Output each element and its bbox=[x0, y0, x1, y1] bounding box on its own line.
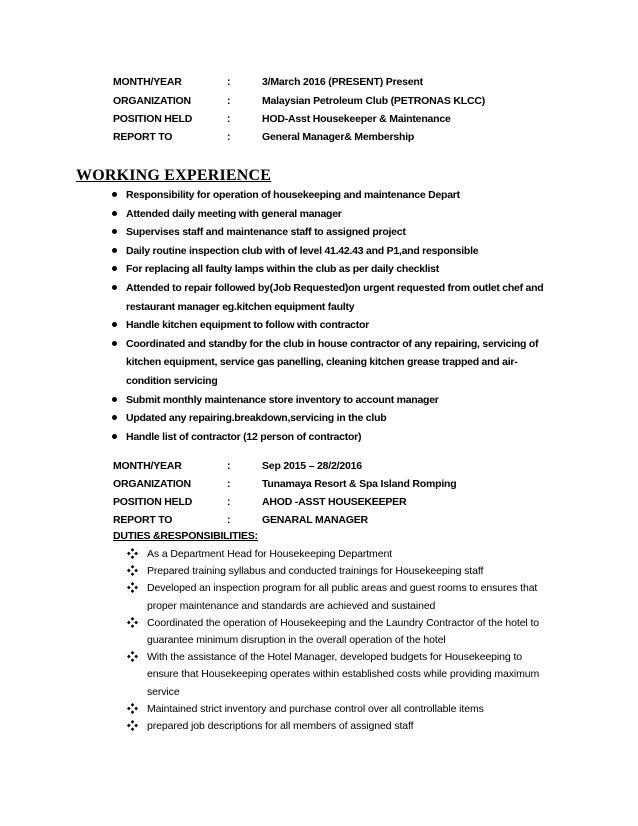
list-item-text: Maintained strict inventory and purchase control over all controllable items bbox=[147, 702, 484, 715]
list-item bbox=[127, 701, 552, 718]
s2-colon: : bbox=[227, 514, 231, 526]
list-item bbox=[127, 718, 552, 735]
list-item bbox=[112, 279, 552, 316]
bullet-icon bbox=[112, 322, 117, 327]
bullet-icon bbox=[112, 285, 117, 290]
s1-colon: : bbox=[227, 95, 231, 107]
list-item bbox=[127, 563, 552, 580]
s2-value: Sep 2015 – 28/2/2016 bbox=[262, 460, 362, 472]
list-item-text: Daily routine inspection club with of level 41.42.43 and P1,and responsible bbox=[126, 244, 479, 257]
diamond-bullet-icon bbox=[127, 548, 138, 559]
diamond-bullet-icon bbox=[127, 565, 138, 576]
s1-key: MONTH/YEAR bbox=[113, 76, 182, 88]
s2-key: REPORT TO bbox=[113, 514, 173, 526]
s2-key: POSITION HELD bbox=[113, 496, 193, 508]
list-item bbox=[112, 428, 552, 447]
s1-value: Malaysian Petroleum Club (PETRONAS KLCC) bbox=[262, 95, 486, 107]
s2-value: AHOD -ASST HOUSEKEEPER bbox=[262, 496, 407, 508]
s2-colon: : bbox=[227, 460, 231, 472]
s1-key: ORGANIZATION bbox=[113, 95, 191, 107]
list-item-text: For replacing all faulty lamps within the club as per daily checklist bbox=[126, 263, 440, 276]
diamond-bullet-icon bbox=[127, 703, 138, 714]
experience-bullet-list bbox=[112, 186, 552, 446]
list-item-text: Supervises staff and maintenance staff to assigned project bbox=[126, 226, 406, 239]
list-item-text: prepared job descriptions for all members of assigned staff bbox=[147, 720, 414, 733]
list-item-text: Coordinated the operation of Housekeeping and the Laundry Contractor of the hotel to guarantee minimum disruption in the overall operation of the hotel bbox=[147, 616, 540, 647]
list-item-text: Handle kitchen equipment to follow with contractor bbox=[126, 319, 370, 332]
list-item bbox=[112, 409, 552, 428]
bullet-icon bbox=[112, 397, 117, 402]
diamond-bullet-icon bbox=[127, 582, 138, 593]
bullet-icon bbox=[112, 211, 117, 216]
duties-list bbox=[127, 546, 552, 735]
s1-value: General Manager& Membership bbox=[262, 131, 415, 143]
s2-value: GENARAL MANAGER bbox=[262, 514, 368, 526]
duties-title: DUTIES &RESPONSIBILITIES: bbox=[113, 530, 258, 542]
bullet-icon bbox=[112, 341, 117, 346]
list-item bbox=[112, 316, 552, 335]
s1-value: HOD-Asst Housekeeper & Maintenance bbox=[262, 113, 451, 125]
s1-colon: : bbox=[227, 76, 231, 88]
diamond-bullet-icon bbox=[127, 720, 138, 731]
bullet-icon bbox=[112, 192, 117, 197]
list-item-text: Developed an inspection program for all public areas and guest rooms to ensures that proper maintenance and standards are achieved and sustained bbox=[147, 582, 538, 612]
s2-value: Tunamaya Resort & Spa Island Romping bbox=[262, 478, 457, 490]
s2-colon: : bbox=[227, 496, 231, 508]
list-item-text: Submit monthly maintenance store inventory to account manager bbox=[126, 393, 439, 406]
list-item bbox=[112, 391, 552, 410]
list-item-text: Handle list of contractor (12 person of contractor) bbox=[126, 430, 362, 443]
list-item bbox=[127, 649, 552, 701]
s2-key: ORGANIZATION bbox=[113, 478, 191, 490]
s1-colon: : bbox=[227, 131, 231, 143]
diamond-bullet-icon bbox=[127, 651, 138, 662]
list-item-text: Attended to repair followed by(Job Requested)on urgent requested from outlet chef and restaurant manager eg.kitchen equipment faulty bbox=[126, 281, 544, 313]
list-item-text: Prepared training syllabus and conducted trainings for Housekeeping staff bbox=[147, 565, 484, 578]
list-item bbox=[112, 242, 552, 261]
s1-key: REPORT TO bbox=[113, 131, 173, 143]
list-item-text: Updated any repairing.breakdown,servicing in the club bbox=[126, 412, 387, 425]
bullet-icon bbox=[112, 434, 117, 439]
list-item bbox=[112, 223, 552, 242]
list-item bbox=[112, 205, 552, 224]
list-item-text: With the assistance of the Hotel Manager, developed budgets for Housekeeping to ensure that Housekeeping operates within established costs while providing maximum service bbox=[147, 651, 540, 698]
list-item bbox=[112, 260, 552, 279]
bullet-icon bbox=[112, 266, 117, 271]
section-heading: WORKING EXPERIENCE bbox=[76, 167, 272, 184]
list-item bbox=[112, 335, 552, 391]
s1-value: 3/March 2016 (PRESENT) Present bbox=[262, 76, 423, 88]
list-item-text: Responsibility for operation of housekeeping and maintenance Depart bbox=[126, 189, 460, 201]
bullet-icon bbox=[112, 248, 117, 253]
s2-colon: : bbox=[227, 478, 231, 490]
s1-key: POSITION HELD bbox=[113, 113, 193, 125]
s2-key: MONTH/YEAR bbox=[113, 460, 182, 472]
bullet-icon bbox=[112, 415, 117, 420]
bullet-icon bbox=[112, 229, 117, 234]
list-item-text: As a Department Head for Housekeeping Department bbox=[147, 548, 393, 560]
list-item bbox=[127, 546, 552, 563]
list-item-text: Coordinated and standby for the club in house contractor of any repairing, servicing of kitchen equipment, service gas panelling, cleaning kitchen grease trapped and air-condition servicing bbox=[126, 337, 539, 387]
list-item bbox=[112, 186, 552, 205]
list-item bbox=[127, 615, 552, 649]
list-item-text: Attended daily meeting with general manager bbox=[126, 207, 342, 220]
s1-colon: : bbox=[227, 113, 231, 125]
list-item bbox=[127, 580, 552, 614]
diamond-bullet-icon bbox=[127, 617, 138, 628]
